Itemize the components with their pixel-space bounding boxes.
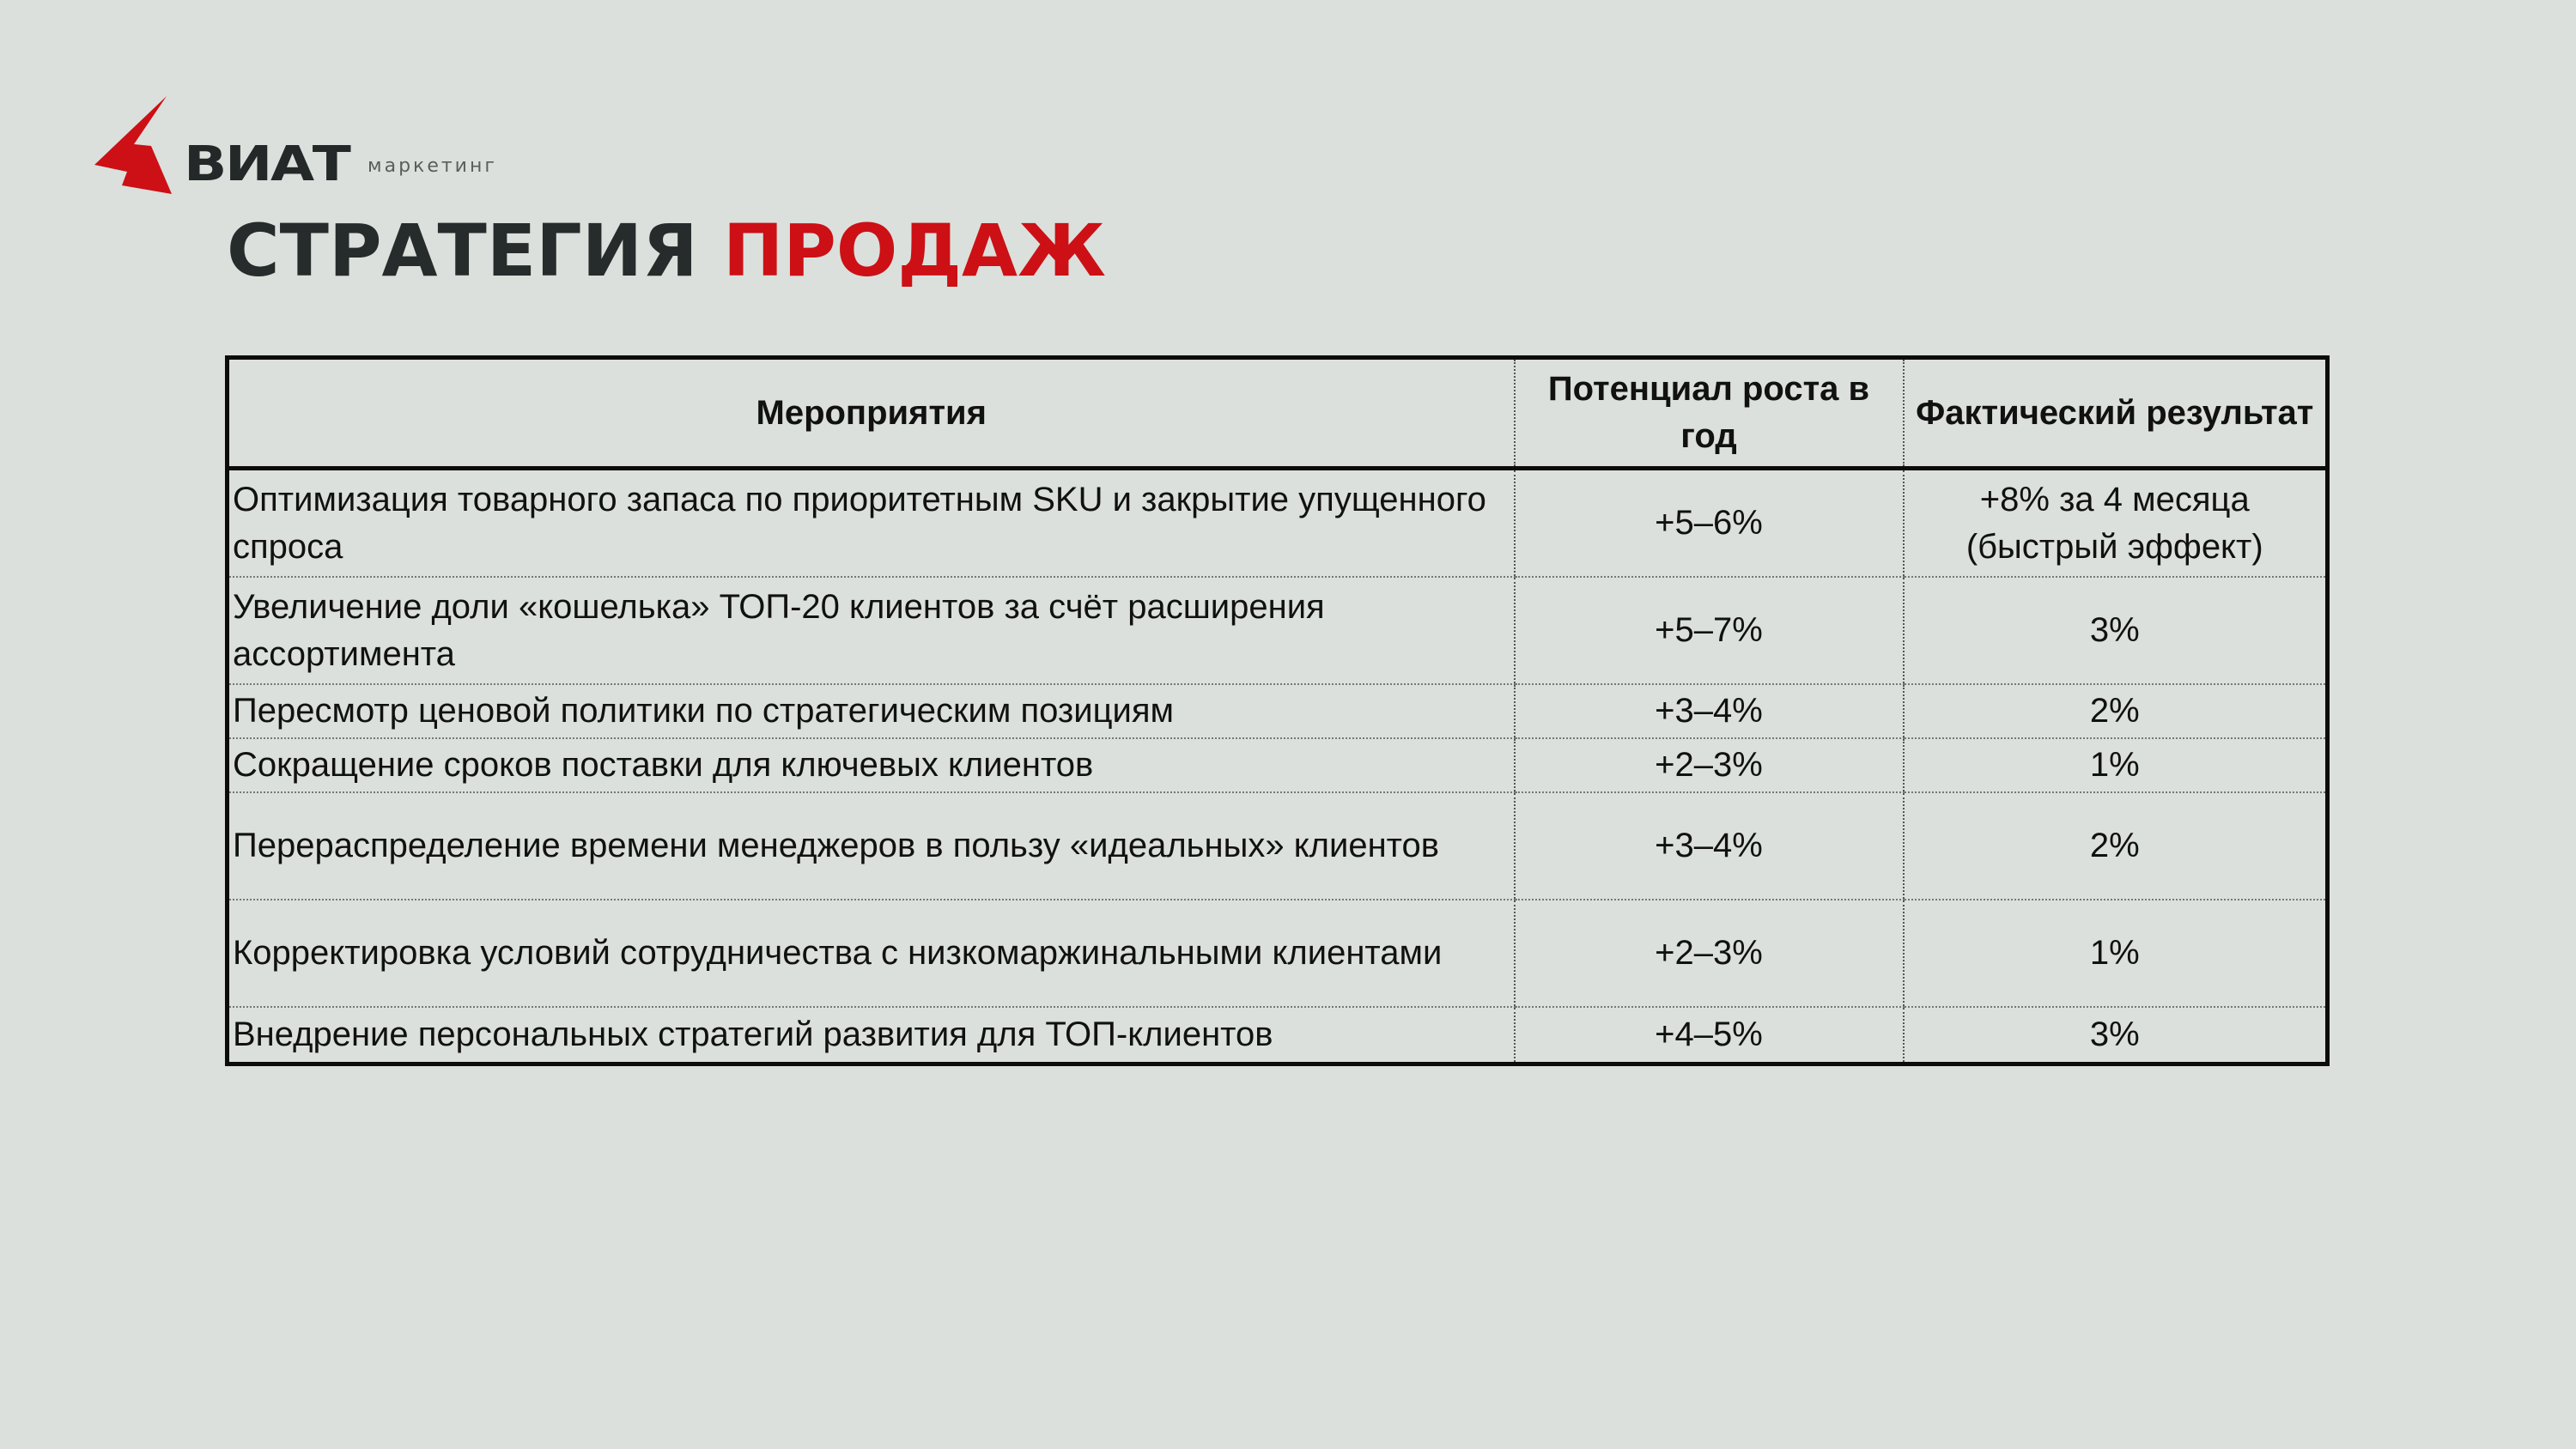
cell-actual: 2% [1904,684,2328,738]
cell-potential: +2–3% [1515,900,1904,1007]
cell-activity: Сокращение сроков поставки для ключевых клиентов [228,738,1515,792]
table-row [228,738,2328,792]
cell-activity: Корректировка условий сотрудничества с низкомаржинальными клиентами [228,900,1515,1007]
table-row [228,469,2328,578]
header-activities: Мероприятия [228,358,1515,469]
cell-actual: +8% за 4 месяца (быстрый эффект) [1904,469,2328,578]
header-potential: Потенциал роста в год [1515,358,1904,469]
title-part-sales: ПРОДАЖ [722,209,1106,293]
cell-actual: 1% [1904,738,2328,792]
cell-activity: Перераспределение времени менеджеров в пользу «идеальных» клиентов [228,792,1515,900]
table-row [228,792,2328,900]
sales-strategy-table [225,355,2330,1066]
cell-potential: +4–5% [1515,1007,1904,1064]
cell-potential: +3–4% [1515,792,1904,900]
table-row [228,900,2328,1007]
cell-activity: Пересмотр ценовой политики по стратегическим позициям [228,684,1515,738]
table-header-row [228,358,2328,469]
cell-actual: 1% [1904,900,2328,1007]
logo-subtitle: маркетинг [368,155,497,177]
cell-potential: +3–4% [1515,684,1904,738]
cell-potential: +5–7% [1515,577,1904,684]
logo-brand-name: ВИАТ [184,136,349,192]
cell-activity: Внедрение персональных стратегий развития для ТОП-клиентов [233,1016,1273,1053]
cell-activity: Оптимизация товарного запаса по приоритетным SKU и закрытие упущенного спроса [228,469,1515,578]
lightning-bolt-icon [93,94,187,197]
cell-actual: 3% [1904,1007,2328,1064]
title-part-strategy: СТРАТЕГИЯ [227,209,698,293]
cell-actual: 2% [1904,792,2328,900]
cell-activity: Увеличение доли «кошелька» ТОП-20 клиентов за счёт расширения ассортимента [228,577,1515,684]
page-title [227,208,1106,294]
header-actual: Фактический результат [1904,358,2328,469]
table-row [228,1007,2328,1064]
table-row [228,684,2328,738]
cell-actual: 3% [1904,577,2328,684]
cell-potential: +5–6% [1515,469,1904,578]
cell-potential: +2–3% [1515,738,1904,792]
brand-logo [93,94,539,197]
table-row [228,577,2328,684]
